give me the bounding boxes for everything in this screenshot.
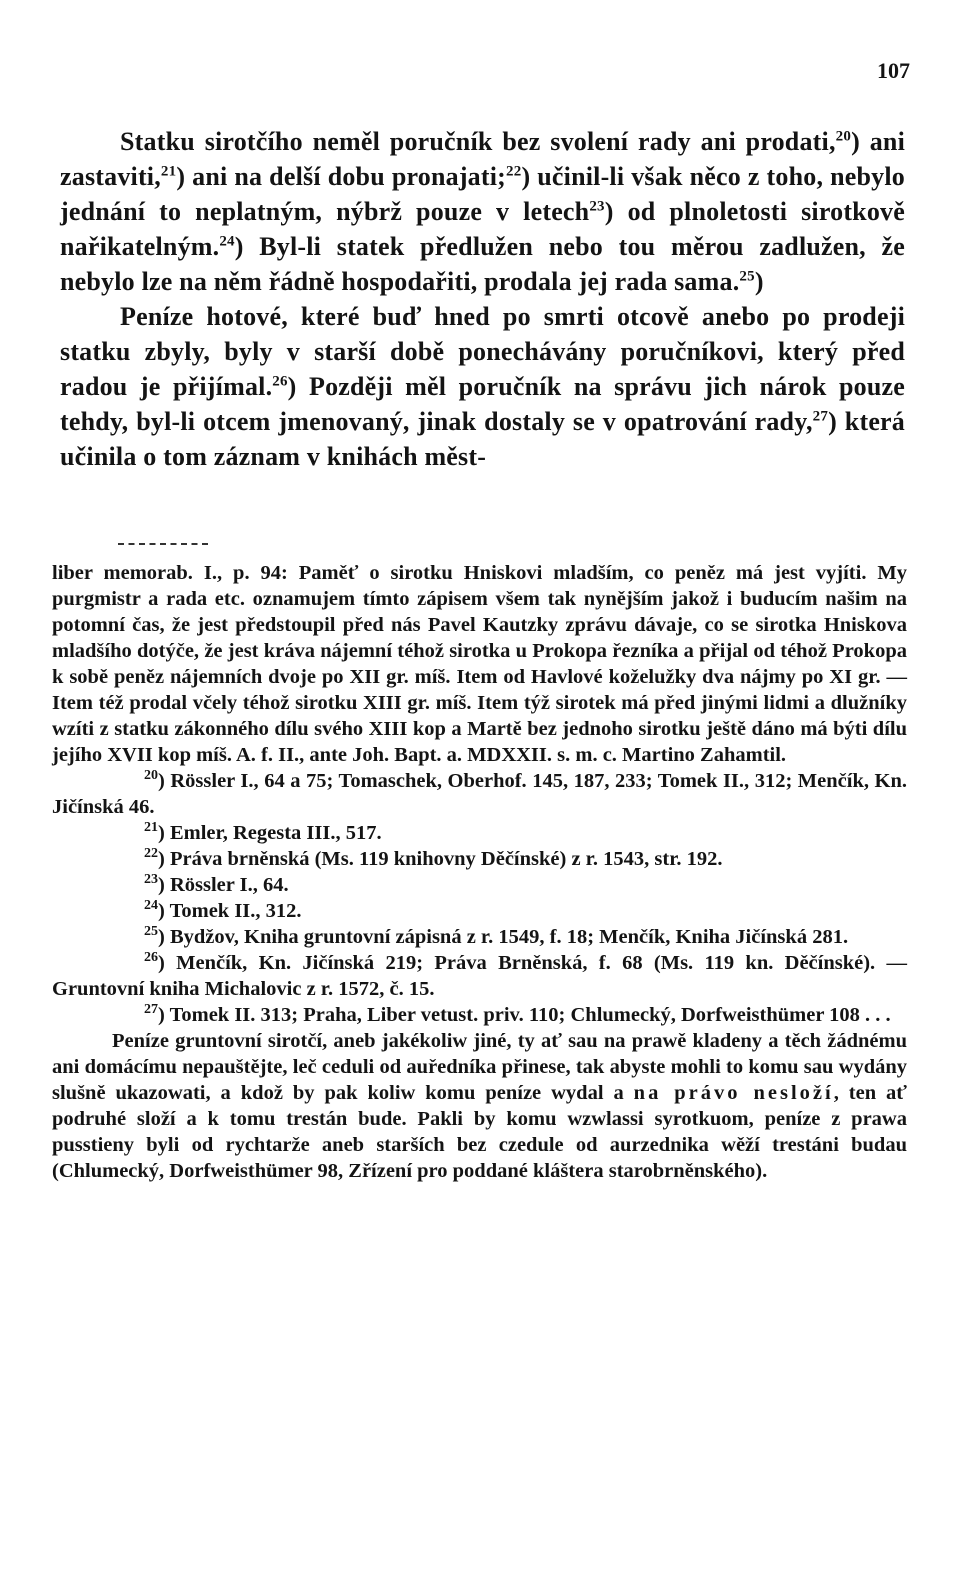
footnote-21: $^{21}$) Emler, Regesta III., 517. — [144, 820, 382, 844]
footnote-ref: 22 — [506, 163, 522, 180]
footnote-ref: 24 — [219, 233, 235, 250]
footnote-20: $^{20}$) Rössler I., 64 a 75; Tomaschek, Oberhof. 145, 187, 233; Tomek II., 312; Menčík, Kn. Jičínská 46. — [52, 768, 907, 818]
main-text — [60, 124, 905, 474]
page-number: 107 — [877, 58, 910, 83]
footnotes-section — [52, 560, 907, 1184]
footnote-ref: 21 — [160, 163, 177, 180]
footnote-22: $^{22}$) Práva brněnská (Ms. 119 knihovny Děčínské) z r. 1543, str. 192. — [144, 846, 723, 870]
footnote-24: $^{24}$) Tomek II., 312. — [144, 898, 302, 922]
footnote-quotation: Peníze gruntovní sirotčí, aneb jakékoliw jiné, ty ať sau na prawě kladeny a těch žádnému ani domácímu nepauštějte, leč ceduli od auředníka přinese, tak abyste mohli to komu sau wydány slušně ukazowati, a kdož by pak koliw komu peníze wydal a na právo nesloží, ten ať podruhé složí a k tomu trestán bude. Pakli by komu wzwlassi syrotkuom, peníze z prawa pusstieny byli od rychtarže aneb starších bez czedule od aurzednika wěží trestáni budau (Chlumecký, Dorfweisthümer 98, Zřízení pro poddané kláštera starobrněnského). — [52, 1030, 907, 1182]
footnote-separator — [118, 543, 208, 545]
footnote-ref: 23 — [589, 198, 605, 215]
footnote-ref: 27 — [812, 408, 829, 425]
footnote-26: $^{26}$) Menčík, Kn. Jičínská 219; Práva Brněnská, f. 68 (Ms. 119 kn. Děčínské). — Gruntovní kniha Michalovic z r. 1572, č. 15. — [52, 950, 907, 1000]
footnote-27: $^{27}$) Tomek II. 313; Praha, Liber vetust. priv. 110; Chlumecký, Dorfweisthümer 108 . . . — [144, 1002, 891, 1026]
footnote-ref: 20 — [835, 128, 852, 145]
footnote-23: $^{23}$) Rössler I., 64. — [144, 872, 289, 896]
footnote-ref: 25 — [739, 268, 755, 285]
paragraph-1: Statku sirotčího neměl poručník bez svolení rady ani prodati,$^{20}$) ani zastaviti,$^{21}$) ani na delší dobu pronajati;$^{22}$) učinil-li však něco z toho, nebylo jednání to neplatným, nýbrž pouze v letech$^{23}$) od plnoletosti sirotkově nařikatelným.$^{24}$) Byl-li statek předlužen nebo tou měrou zadlužen, že nebylo lze na něm řádně hospodařiti, prodala jej rada sama.$^{25}$) — [60, 127, 906, 296]
footnote-continuation: liber memorab. I., p. 94: Paměť o sirotku Hniskovi mladším, co peněz má jest vyjíti. My purgmistr a rada etc. oznamujem tímto zápisem všem tak nynějším jakož i buducím našim na potomní čas, že jest předstoupil před nás Pavel Kautzky zprávu dávaje, co se sirotka Hniskova mladšího dotýče, že jest kráva nájemní téhož sirotka u Prokopa řezníka a přijal od téhož Prokopa k sobě peněz nájemních dvoje po XII gr. míš. Item od Havlové koželužky dva nájmy po XI gr. — Item též prodal včely téhož sirotku XIII gr. míš. Item týž sirotek má před jinými lidmi a dlužníky wzíti z statku zákonného dílu svého XIII kop a Martě bez jednoho sirotku ještě dáno má býti dílu jejího XVII kop míš. A. f. II., ante Joh. Bapt. a. MDXXII. s. m. c. Martino Zahamtil. — [52, 562, 907, 766]
paragraph-2: Peníze hotové, které buď hned po smrti otcově anebo po prodeji statku zbyly, byly v starší době ponechávány poručníkovi, který před radou je přijímal.$^{26}$) Později měl poručník na správu jich nárok pouze tehdy, byl-li otcem jmenovaný, jinak dostaly se v opatrování rady,$^{27}$) která učinila o tom záznam v knihách měst- — [60, 302, 905, 471]
footnote-ref: 26 — [272, 373, 288, 390]
footnote-25: $^{25}$) Bydžov, Kniha gruntovní zápisná z r. 1549, f. 18; Menčík, Kniha Jičínská 281. — [144, 924, 849, 948]
